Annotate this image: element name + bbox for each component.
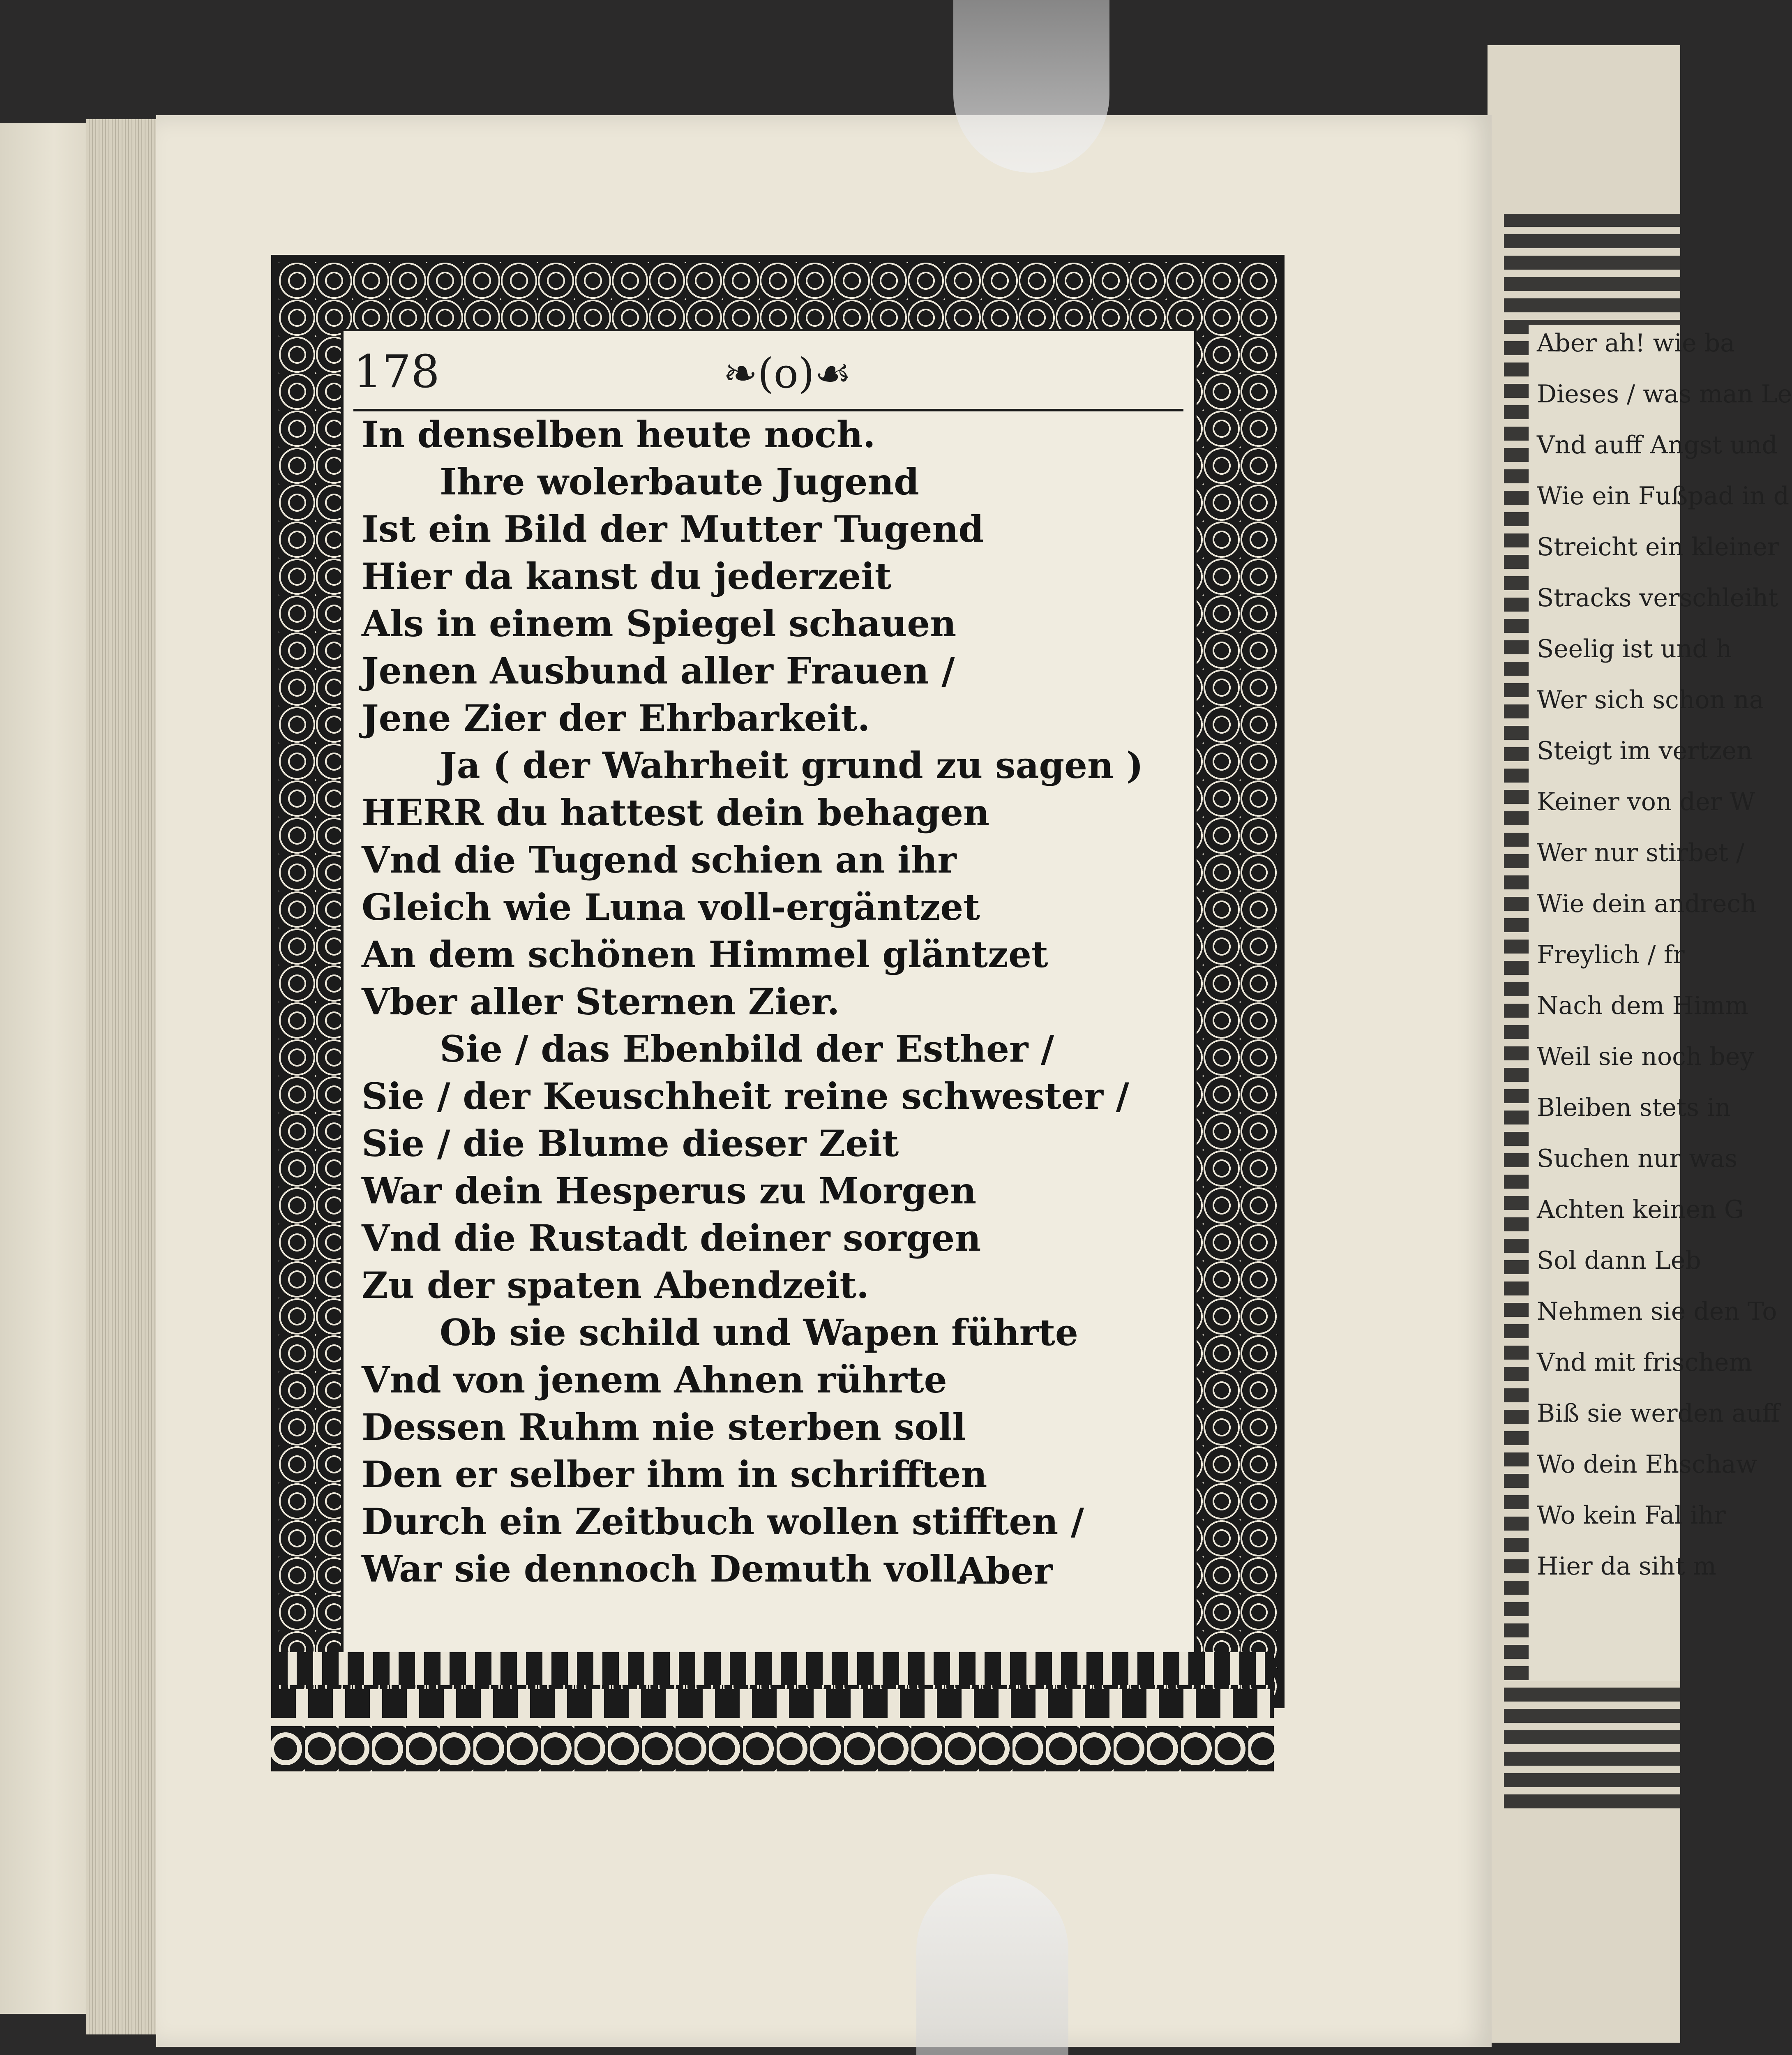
- poem-line: Durch ein Zeitbuch wollen stifften /: [362, 1500, 1084, 1543]
- poem-line: Vnd die Tugend schien an ihr: [362, 838, 957, 881]
- poem-line: An dem schönen Himmel gläntzet: [362, 933, 1048, 976]
- right-page-line: Dieses / was man Le: [1537, 380, 1792, 409]
- poem-line: HERR du hattest dein behagen: [362, 791, 989, 834]
- right-page-line: Aber ah! wie ba: [1537, 329, 1735, 358]
- poem-line: Hier da kanst du jederzeit: [362, 555, 892, 598]
- poem-line: Zu der spaten Abendzeit.: [362, 1264, 869, 1307]
- right-page-line: Sol dann Leb: [1537, 1246, 1701, 1275]
- right-page-line: Nehmen sie den To: [1537, 1297, 1777, 1326]
- page-stack-edges: [86, 119, 160, 2034]
- right-page-line: Wie dein andrech: [1537, 889, 1757, 918]
- poem-line: Den er selber ihm in schrifften: [362, 1453, 987, 1496]
- poem-line: Ist ein Bild der Mutter Tugend: [362, 508, 984, 550]
- right-page-line: Streicht ein kleiner: [1537, 533, 1779, 561]
- bottom-ornament-row-acorns: [271, 1726, 1274, 1771]
- poem-line: Jene Zier der Ehrbarkeit.: [362, 697, 870, 739]
- right-page-line: Nach dem Himm: [1537, 991, 1748, 1020]
- book-clip-bottom: [916, 1874, 1068, 2055]
- poem-line: Dessen Ruhm nie sterben soll: [362, 1406, 966, 1448]
- right-page-line: Freylich / fr: [1537, 940, 1685, 969]
- poem-line: Vnd von jenem Ahnen rührte: [362, 1358, 947, 1401]
- right-page-line: Hier da siht m: [1537, 1552, 1716, 1581]
- right-page-line: Achten keinen G: [1537, 1195, 1744, 1224]
- poem-line: War dein Hesperus zu Morgen: [362, 1169, 977, 1212]
- right-page-line: Vnd auff Angst und: [1537, 431, 1778, 459]
- bottom-ornament-row-1: [271, 1652, 1274, 1685]
- catchword: Aber: [957, 1549, 1053, 1592]
- poem-line: Vber aller Sternen Zier.: [362, 980, 840, 1023]
- poem-line: Vnd die Rustadt deiner sorgen: [362, 1217, 981, 1259]
- poem-line: Sie / das Ebenbild der Esther /: [440, 1028, 1054, 1070]
- right-page-line: Weil sie noch bey: [1537, 1042, 1754, 1071]
- right-page-line: Suchen nur was: [1537, 1144, 1738, 1173]
- header-ornament: ❧(o)☙: [723, 349, 851, 397]
- book-clip-top: [953, 0, 1109, 173]
- poem-line: Ja ( der Wahrheit grund zu sagen ): [440, 744, 1144, 787]
- right-page-line: Wer sich schon na: [1537, 686, 1764, 714]
- poem-line: Als in einem Spiegel schauen: [362, 602, 957, 645]
- poem-line: Ihre wolerbaute Jugend: [440, 460, 919, 503]
- right-page-line: Wie ein Fußpad in d: [1537, 482, 1790, 510]
- right-page-line: Vnd mit frischem: [1537, 1348, 1753, 1377]
- right-page-line: Wo dein Ehschaw: [1537, 1450, 1757, 1479]
- poem-line: In denselben heute noch.: [362, 413, 876, 456]
- right-page-line: Biß sie werden auff: [1537, 1399, 1780, 1428]
- poem-line: Sie / der Keuschheit reine schwester /: [362, 1075, 1129, 1118]
- poem-line: Sie / die Blume dieser Zeit: [362, 1122, 899, 1165]
- page-number: 178: [353, 345, 440, 398]
- poem-line: War sie dennoch Demuth voll.: [362, 1547, 970, 1590]
- poem-line: Gleich wie Luna voll-ergäntzet: [362, 886, 980, 928]
- right-page-line: Wer nur stirbet /: [1537, 838, 1745, 867]
- poem-line: Ob sie schild und Wapen führte: [440, 1311, 1078, 1354]
- right-page-line: Wo kein Fal ihr: [1537, 1501, 1726, 1530]
- right-page-line: Stracks verschleiht: [1537, 584, 1778, 612]
- poem-line: Jenen Ausbund aller Frauen /: [362, 649, 955, 692]
- bottom-ornament-row-2: [271, 1689, 1274, 1718]
- right-page-line: Steigt im vertzen: [1537, 737, 1753, 765]
- right-page-line: Keiner von der W: [1537, 787, 1755, 816]
- right-page-line: Bleiben stets in: [1537, 1093, 1731, 1122]
- poem-text: [362, 411, 1167, 1593]
- right-page-line: Seelig ist und h: [1537, 635, 1732, 663]
